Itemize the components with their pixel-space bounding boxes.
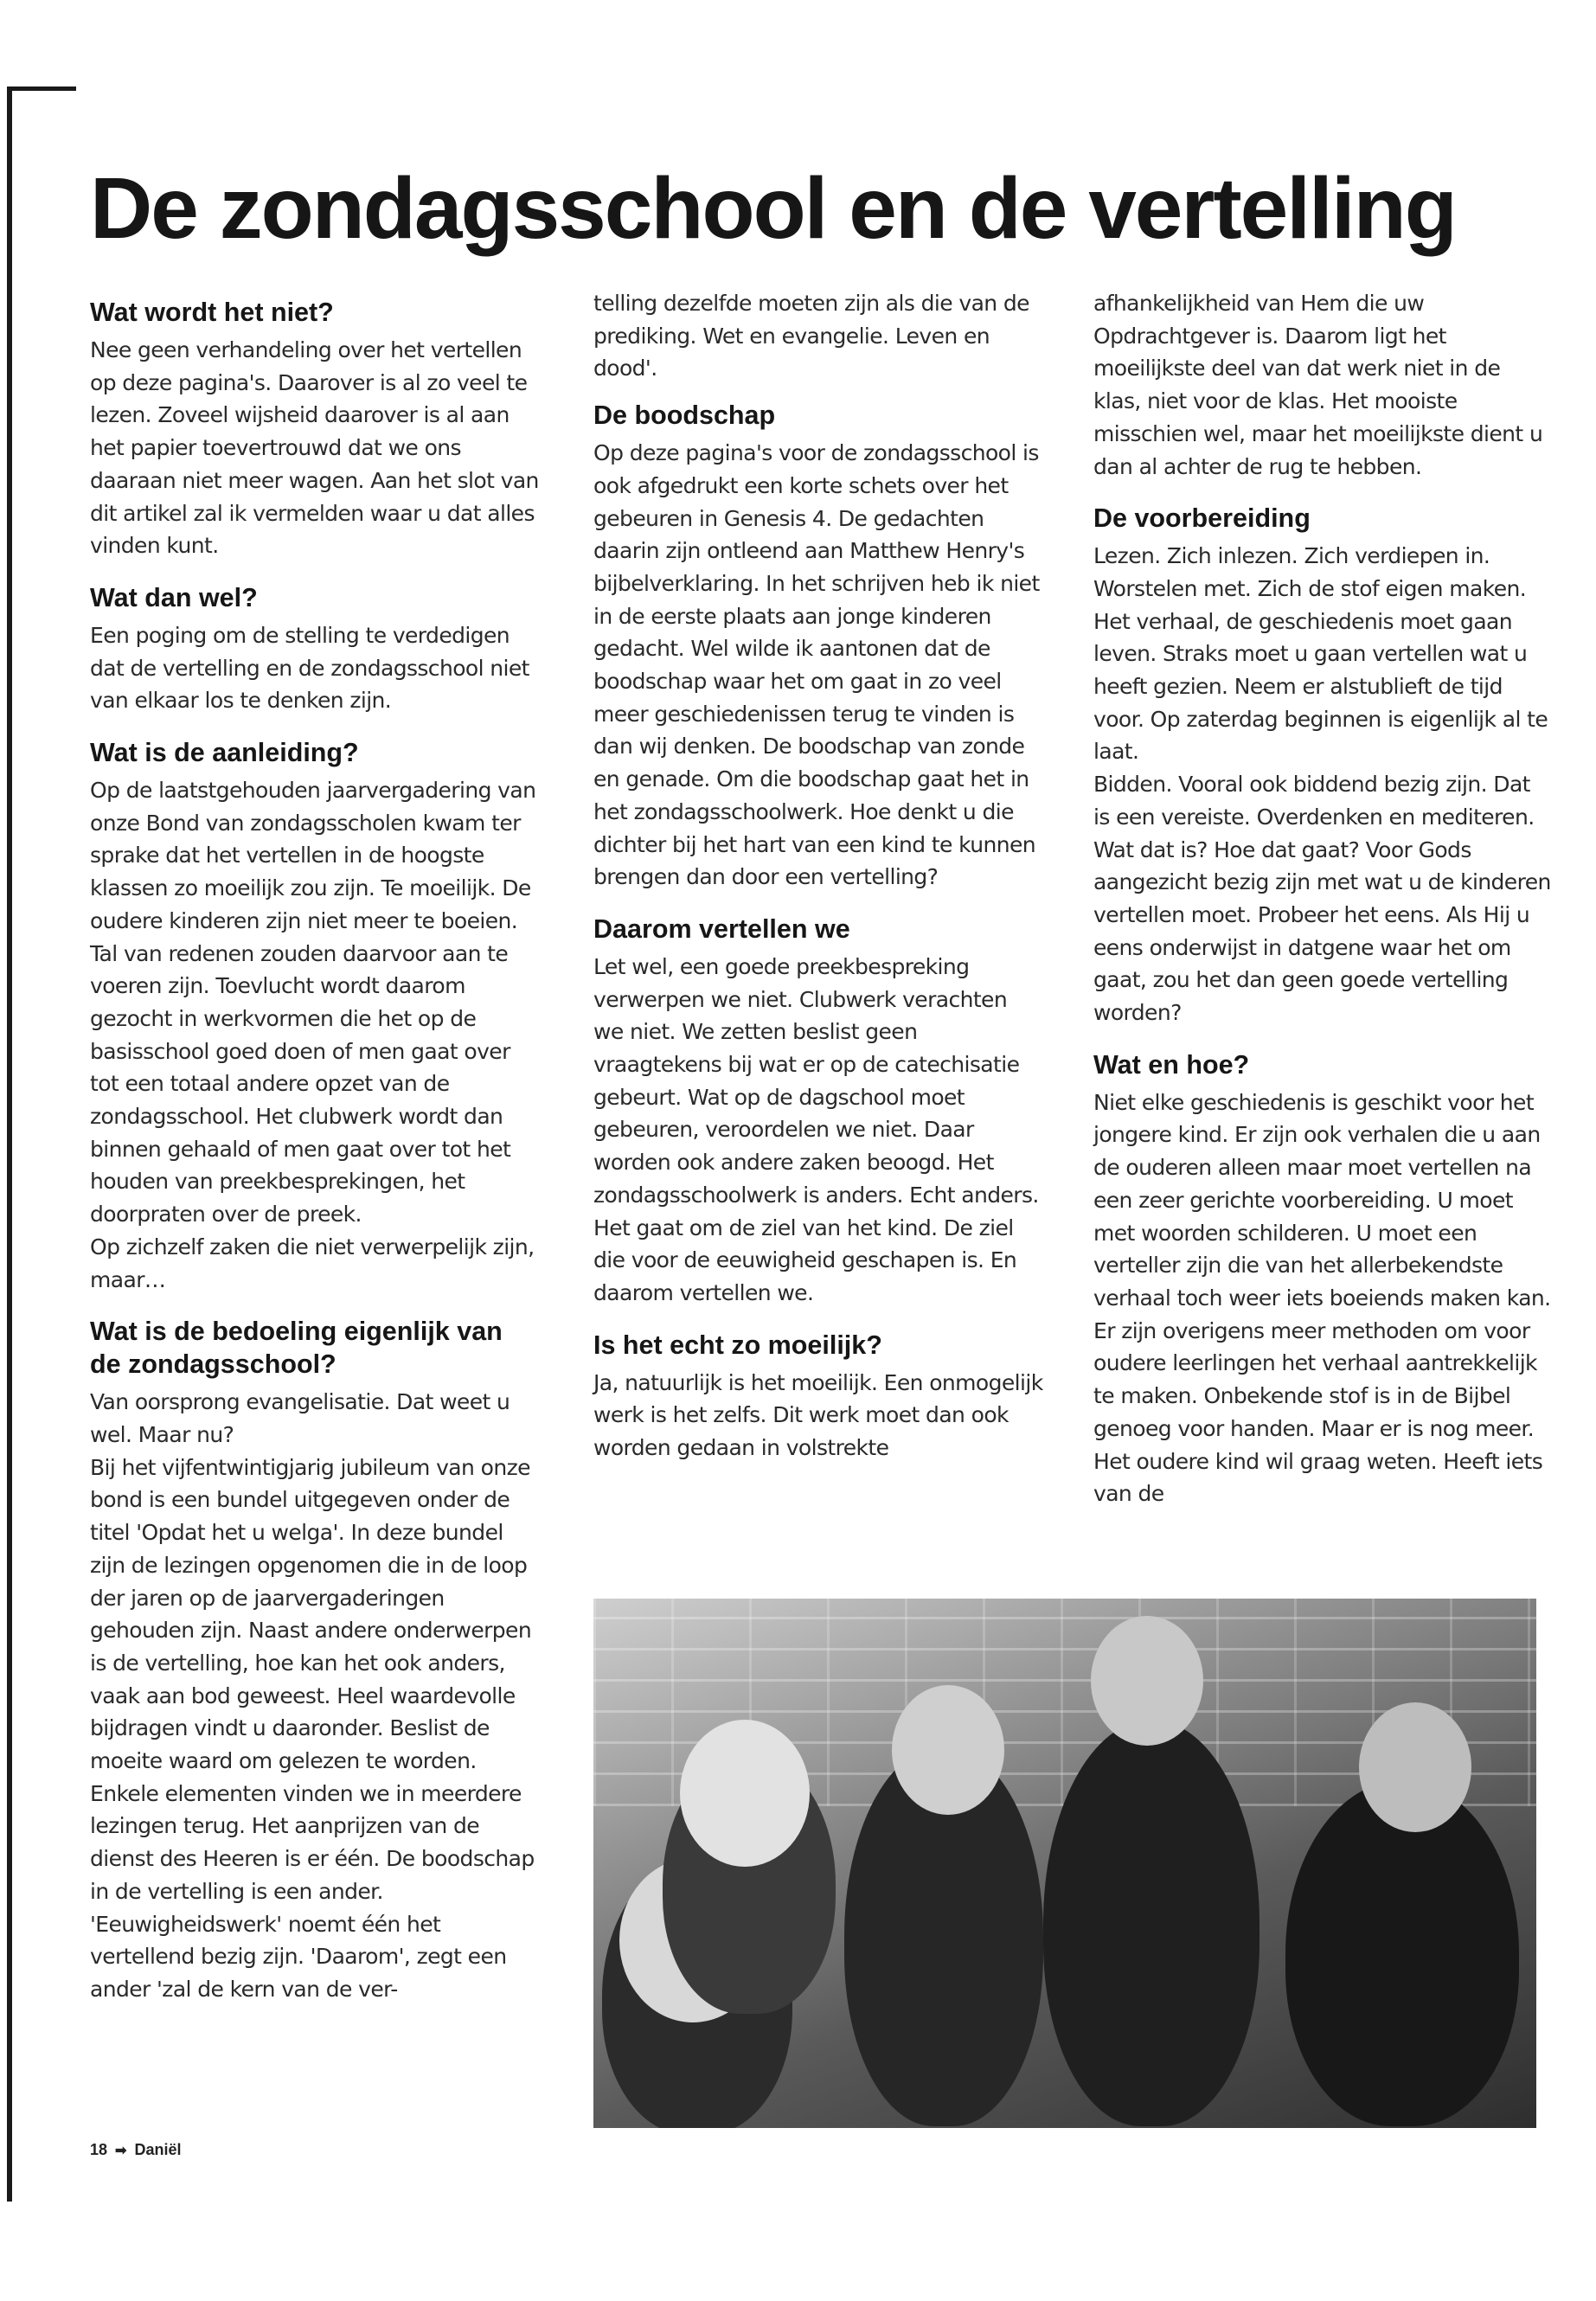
column-3 bbox=[1093, 287, 1552, 1510]
child-head bbox=[1359, 1702, 1471, 1832]
section-heading: Daarom vertellen we bbox=[593, 913, 850, 944]
section-heading: Wat is de bedoeling eigenlijk van de zondagsschool? bbox=[90, 1317, 503, 1380]
page-number: 18 bbox=[90, 2141, 108, 2158]
column-1 bbox=[90, 287, 540, 2006]
page-title: De zondagsschool en de vertelling bbox=[90, 160, 1456, 257]
magazine-name: Daniël bbox=[134, 2141, 182, 2158]
paragraph: telling dezelfde moeten zijn als die van de prediking. Wet en evangelie. Leven en dood'. bbox=[593, 291, 1029, 381]
paragraph: Er zijn overigens meer methoden om voor oudere leerlingen het verhaal aantrekkelijk te maken. Onbekende stof is in de Bijbel genoeg voor handen. Maar er is nog meer. Het oudere kind wil graag weten. Heeft iets van de bbox=[1093, 1317, 1543, 1507]
section-heading: Wat wordt het niet? bbox=[90, 298, 334, 327]
child-head bbox=[1091, 1616, 1203, 1746]
children-photo bbox=[593, 1599, 1536, 2128]
page-edge-line bbox=[7, 87, 12, 2202]
page-edge-tick bbox=[7, 87, 76, 91]
section-heading: De voorbereiding bbox=[1093, 503, 1311, 534]
child-figure bbox=[1043, 1720, 1259, 2126]
paragraph: Nee geen verhandeling over het vertellen op deze pagina's. Daarover is al zo veel te lezen. Zoveel wijsheid daarover is al aan het papier toevertrouwd dat we ons daaraan niet meer wagen. Aan het slot van dit artikel zal ik vermelden waar u dat alles vinden kunt. bbox=[90, 337, 539, 559]
section-heading: De boodschap bbox=[593, 401, 776, 431]
paragraph: Bidden. Vooral ook biddend bezig zijn. Dat is een vereiste. Overdenken en mediteren. Wat dat is? Hoe dat gaat? Voor Gods aangezicht bezig zijn met wat u de kinderen vertellen moet. Probeer het eens. Als Hij u eens onderwijst in datgene waar het om gaat, zou het dan geen goede vertelling worden? bbox=[1093, 772, 1551, 1026]
section-heading: Wat en hoe? bbox=[1093, 1049, 1250, 1080]
section-heading: Is het echt zo moeilijk? bbox=[593, 1330, 882, 1360]
paragraph: Let wel, een goede preekbespreking verwerpen we niet. Clubwerk verachten we niet. We zetten beslist geen vraagtekens bij wat er op de catechisatie gebeurt. Wat op de dagschool moet gebeuren, veroordelen we niet. Daar worden ook andere zaken beoogd. Het zondagsschoolwerk is anders. Echt anders. Het gaat om de ziel van het kind. De ziel die voor de eeuwigheid geschapen is. En daarom vertellen we. bbox=[593, 953, 1039, 1305]
paragraph: Op de laatstgehouden jaarvergadering van onze Bond van zondagsscholen kwam ter sprake dat het vertellen in de hoogste klassen zo moeilijk zou zijn. Te moeilijk. De oudere kinderen zijn niet meer te boeien. Tal van redenen zouden daarvoor aan te voeren zijn. Toevlucht wordt daarom gezocht in werkvormen die het op de basisschool goed doen of men gaat over tot een totaal andere opzet van de zondagsschool. Het clubwerk wordt dan binnen gehaald of men gaat over tot het houden van preekbesprekingen, het doorpraten over de preek. bbox=[90, 778, 536, 1227]
paragraph: Op zichzelf zaken die niet verwerpelijk zijn, maar… bbox=[90, 1234, 535, 1292]
paragraph: Lezen. Zich inlezen. Zich verdiepen in. Worstelen met. Zich de stof eigen maken. Het verhaal, de geschiedenis moet gaan leven. Straks moet u gaan vertellen wat u heeft gezien. Neem er alstublieft de tijd voor. Op zaterdag beginnen is eigenlijk al te laat. bbox=[1093, 543, 1548, 765]
paragraph: afhankelijkheid van Hem die uw Opdrachtgever is. Daarom ligt het moeilijkste deel van dat werk niet in de klas, niet voor de klas. Het mooiste misschien wel, maar het moeilijkste dient u dan al achter de rug te hebben. bbox=[1093, 291, 1543, 479]
paragraph: Enkele elementen vinden we in meerdere lezingen terug. Het aanprijzen van de dienst des Heeren is er één. De boodschap in de vertelling is een ander. 'Eeuwigheidswerk' noemt één het vertellend bezig zijn. 'Daarom', zegt een ander 'zal de kern van de ver- bbox=[90, 1780, 535, 2002]
paragraph: Een poging om de stelling te verdedigen dat de vertelling en de zondagsschool niet van elkaar los te denken zijn. bbox=[90, 622, 529, 714]
page-footer bbox=[90, 2141, 182, 2159]
paragraph: Van oorsprong evangelisatie. Dat weet u wel. Maar nu? bbox=[90, 1389, 510, 1447]
child-figure bbox=[1285, 1780, 1519, 2126]
child-head bbox=[892, 1685, 1004, 1815]
paragraph: Op deze pagina's voor de zondagsschool is ook afgedrukt een korte schets over het gebeuren in Genesis 4. De gedachten daarin zijn ontleend aan Matthew Henry's bijbelverklaring. In het schrijven heb ik niet in de eerste plaats aan jonge kinderen gedacht. Wel wilde ik aantonen dat de boodschap waar het om gaat in zo veel meer geschiedenissen terug te vinden is dan wij denken. De boodschap van zonde en genade. Om die boodschap gaat het in het zondagsschoolwerk. Hoe denkt u die dichter bij het hart van een kind te kunnen brengen dan door een vertelling? bbox=[593, 440, 1040, 890]
section-heading: Wat is de aanleiding? bbox=[90, 738, 359, 768]
paragraph: Ja, natuurlijk is het moeilijk. Een onmogelijk werk is het zelfs. Dit werk moet dan ook worden gedaan in volstrekte bbox=[593, 1369, 1043, 1461]
arrow-right-icon: ➡ bbox=[115, 2144, 127, 2158]
paragraph: Niet elke geschiedenis is geschikt voor het jongere kind. Er zijn ook verhalen die u aan de ouderen alleen maar moet vertellen na een zeer gerichte voorbereiding. U moet met woorden schilderen. U moet een verteller zijn die van het allerbekendste verhaal toch weer iets boeiends maken kan. bbox=[1093, 1089, 1551, 1311]
paragraph: Bij het vijfentwintigjarig jubileum van onze bond is een bundel uitgegeven onder de titel 'Opdat het u welga'. In deze bundel zijn de lezingen opgenomen die in de loop der jaren op de jaarvergaderingen gehouden zijn. Naast andere onderwerpen is de vertelling, hoe kan het ook anders, vaak aan bod geweest. Heel waardevolle bijdragen vindt u daaronder. Beslist de moeite waard om gelezen te worden. bbox=[90, 1454, 532, 1774]
section-heading: Wat dan wel? bbox=[90, 582, 258, 612]
child-head bbox=[680, 1720, 810, 1867]
column-2 bbox=[593, 287, 1043, 1465]
